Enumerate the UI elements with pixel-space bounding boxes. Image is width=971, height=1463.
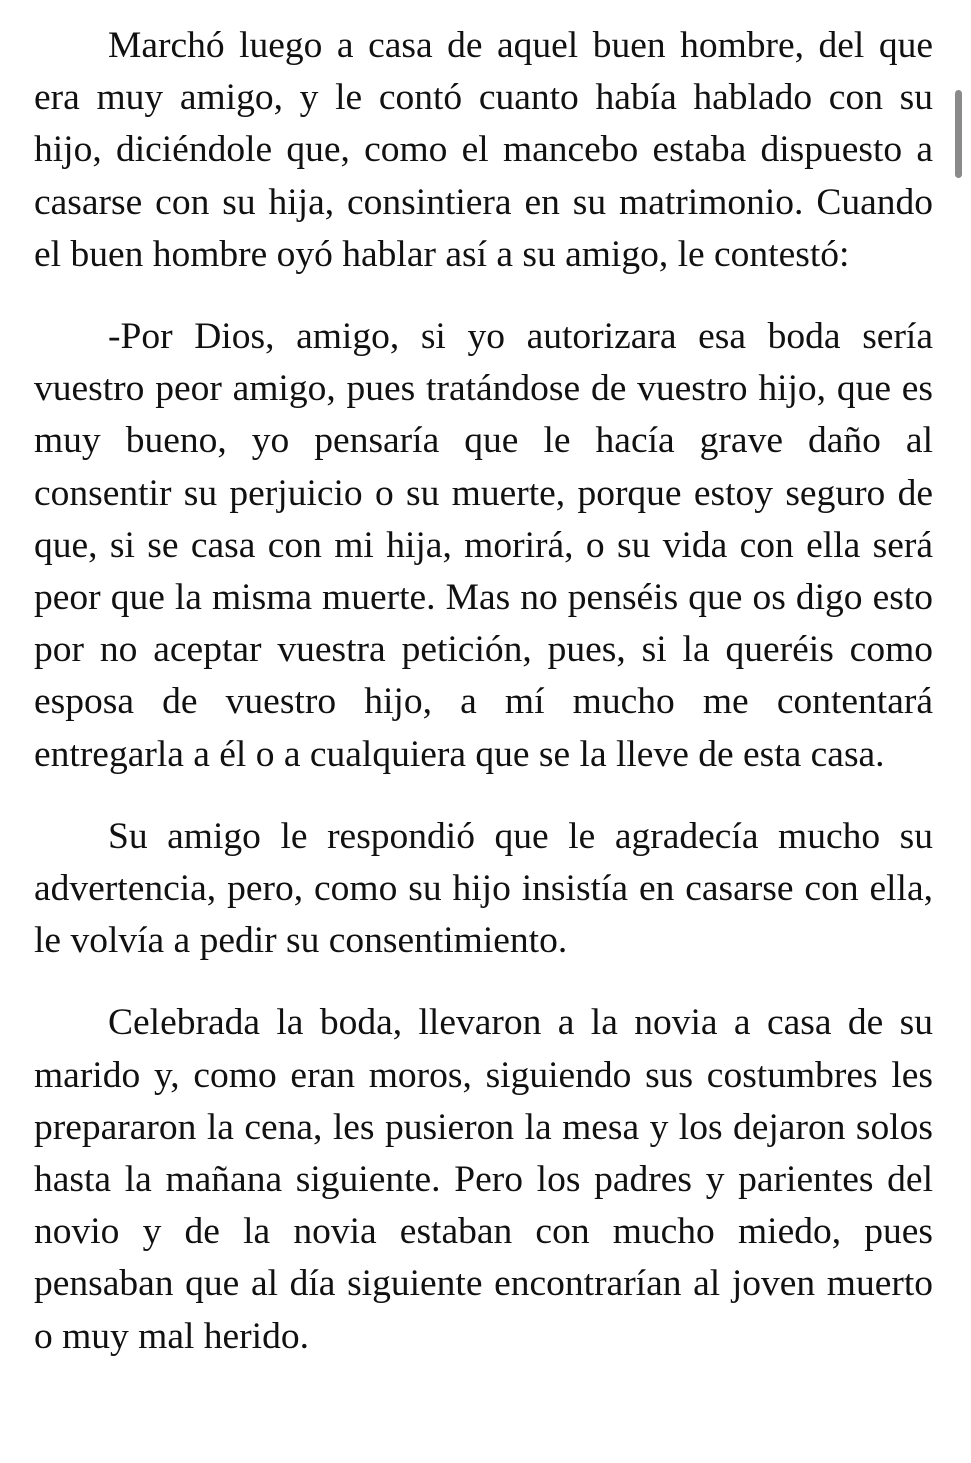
paragraph: Celebrada la boda, llevaron a la novia a casa de su marido y, como eran moros, siguiendo sus costumbres les prepararon la cena, les pusieron la mesa y los dejaron solos hasta la mañana siguiente. Pero los padres y parientes del novio y de la novia estaban con mucho miedo, pues pensaban que al día siguiente encontrarían al joven muerto o muy mal herido.: [34, 1002, 933, 1357]
paragraph: -Por Dios, amigo, si yo autorizara esa boda sería vuestro peor amigo, pues tratándose de vuestro hijo, que es muy bueno, yo pensaría que le hacía grave daño al consentir su perjuicio o su muerte, porque estoy seguro de que, si se casa con mi hija, morirá, o su vida con ella será peor que la misma muerte. Mas no penséis que os digo esto por no aceptar vuestra petición, pues, si la queréis como esposa de vuestro hijo, a mí mucho me contentará entregarla a él o a cualquiera que se la lleve de esta casa.: [34, 316, 933, 775]
page-text: [34, 20, 933, 1393]
paragraph: Marchó luego a casa de aquel buen hombre, del que era muy amigo, y le contó cuanto había hablado con su hijo, diciéndole que, como el mancebo estaba dispuesto a casarse con su hija, consintiera en su matrimonio. Cuando el buen hombre oyó hablar así a su amigo, le contestó:: [34, 25, 933, 275]
vertical-scrollbar[interactable]: [950, 0, 971, 1463]
scrollbar-thumb[interactable]: [955, 90, 962, 178]
paragraph: Su amigo le respondió que le agradecía mucho su advertencia, pero, como su hijo insistía en casarse con ella, le volvía a pedir su consentimiento.: [34, 815, 933, 962]
